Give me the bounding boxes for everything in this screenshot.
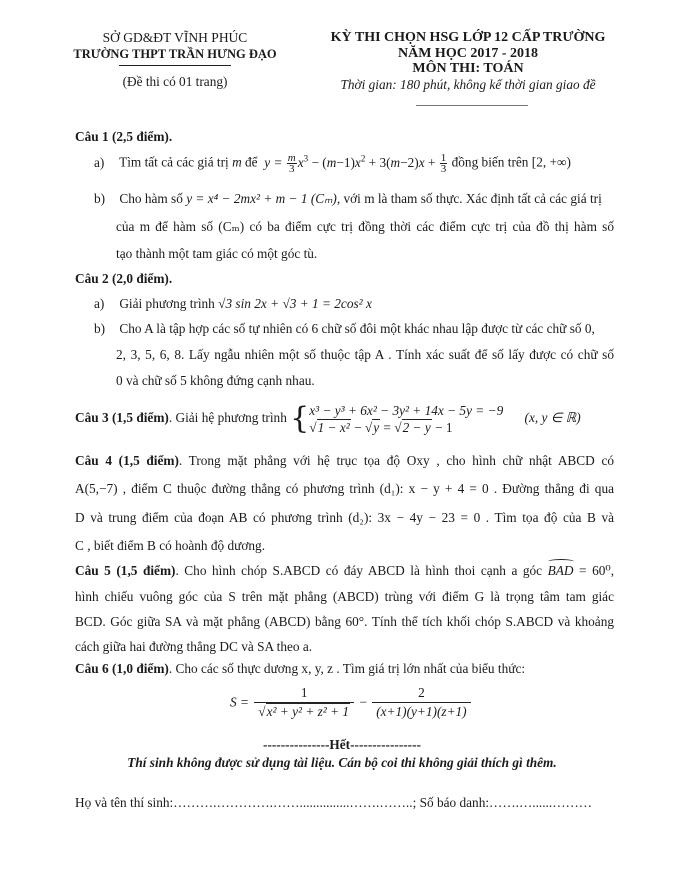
question-1b-line1: b) Cho hàm số y = x⁴ − 2mx² + m − 1 (Cₘ), với m là tham số thực. Xác định tất cả các giá trị (94, 191, 602, 206)
exam-title: KỲ THI CHỌN HSG LỚP 12 CẤP TRƯỜNG (330, 30, 606, 45)
question-1a: a) Tìm tất cả các giá trị m để y = $\frac{m}{3}$ $x^3 - (m-1)x^2 + 3(m-2)x$ + $\frac{1}{3}$ đồng biến trên [2, +∞) (94, 152, 571, 175)
question-1b-line2: của m để hàm số (Cₘ) có ba điểm cực trị đồng thời các điểm cực trị của đồ thị hàm số (116, 219, 614, 234)
question-2a: a) Giải phương trình √3 sin 2x + √3 + 1 = 2cos² x (94, 296, 372, 311)
question-5-line2: hình chiếu vuông góc của S trên mặt phẳng (ABCD) trùng với điểm G là trọng tâm tam giác (75, 589, 614, 604)
question-2-title: Câu 2 (2,0 điểm). (75, 271, 173, 286)
header-divider-right (416, 105, 528, 106)
angle-bad: BAD (547, 563, 574, 578)
question-2b-line3: 0 và chữ số 5 không đứng cạnh nhau. (116, 373, 315, 388)
variable-domain: (x, y ∈ ℝ) (524, 410, 581, 426)
question-5-line4: cách giữa hai đường thẳng DC và SA theo a. (75, 639, 313, 654)
page-count-note: (Đề thi có 01 trang) (122, 74, 228, 89)
time-note: Thời gian: 180 phút, không kể thời gian giao đề (340, 76, 596, 92)
question-5-line3: BCD. Góc giữa SA và mặt phẳng (ABCD) bằng 60°. Tính thể tích khối chóp S.ABCD và khoảng (75, 614, 614, 629)
school-name: TRƯỜNG THPT TRẦN HƯNG ĐẠO (73, 47, 277, 61)
expression-s: S = $\frac{1}{\text{√x² + y² + z² + 1}}$ − $\frac{2}{(x+1)(y+1)(z+1)}$ (230, 684, 473, 721)
question-4-line2: A(5,−7) , điểm C thuộc đường thẳng có phương trình (d₁): x − y + 4 = 0 . Đường thẳng đi qua (75, 481, 614, 496)
question-4-line4: C , biết điểm B có hoành độ dương. (75, 538, 266, 553)
function-formula: y = $\frac{m}{3}$ $x^3 - (m-1)x^2 + 3(m-2)x$ + $\frac{1}{3}$ (260, 152, 447, 175)
question-1b-line3: tạo thành một tam giác có một góc tù. (116, 246, 318, 261)
question-2b-line2: 2, 3, 5, 6, 8. Lấy ngẫu nhiên một số thuộc tập A . Tính xác suất để số lấy được có chữ số (116, 347, 614, 362)
fraction-2: $\frac{2}{(x+1)(y+1)(z+1)}$ (372, 684, 470, 721)
question-4-line1: Câu 4 (1,5 điểm). Trong mặt phẳng với hệ trục tọa độ Oxy , cho hình chữ nhật ABCD có (75, 453, 614, 468)
subject: MÔN THI: TOÁN (412, 61, 524, 76)
equation-system (309, 402, 503, 436)
school-year: NĂM HỌC 2017 - 2018 (398, 45, 538, 61)
department-name: SỞ GD&ĐT VĨNH PHÚC (102, 30, 248, 45)
candidate-info-line: Họ và tên thí sinh:……….………….……...............…….……..; Số báo danh:…….…......……… (75, 795, 593, 810)
question-4-line3: D và trung điểm của đoạn AB có phương trình (d₂): 3x − 4y − 23 = 0 . Tìm tọa độ của B và (75, 510, 614, 525)
footer-note: Thí sinh không được sử dụng tài liệu. Cán bộ coi thi không giải thích gì thêm. (127, 755, 557, 770)
end-marker: ---------------Hết---------------- (263, 737, 421, 752)
question-2b-line1: b) Cho A là tập hợp các số tự nhiên có 6 chữ số đôi một khác nhau lập được từ các chữ số 0, (94, 321, 595, 336)
system-brace: { (290, 401, 310, 436)
equation-1: x³ − y³ + 6x² − 3y² + 14x − 5y = −9 (309, 403, 504, 418)
header-divider (119, 65, 231, 66)
fraction-1: $\frac{1}{\text{√x² + y² + z² + 1}}$ (254, 684, 354, 721)
question-5-line1: Câu 5 (1,5 điểm). Cho hình chóp S.ABCD có đáy ABCD là hình thoi cạnh a góc BAD = 60⁰, (75, 563, 615, 578)
header-right (318, 30, 618, 92)
header-left (60, 30, 290, 90)
question-1-title: Câu 1 (2,5 điểm). (75, 129, 173, 144)
question-6: Câu 6 (1,0 điểm). Cho các số thực dương x, y, z . Tìm giá trị lớn nhất của biểu thức: (75, 661, 526, 676)
equation-2: √1 − x² − √y = √2 − y − 1 (309, 420, 453, 435)
question-3: Câu 3 (1,5 điểm). Giải hệ phương trình { x³ − y³ + 6x² − 3y² + 14x − 5y = −9 √1 − x² − √y = √2 − y − 1 (x, y ∈ ℝ) (75, 401, 581, 436)
